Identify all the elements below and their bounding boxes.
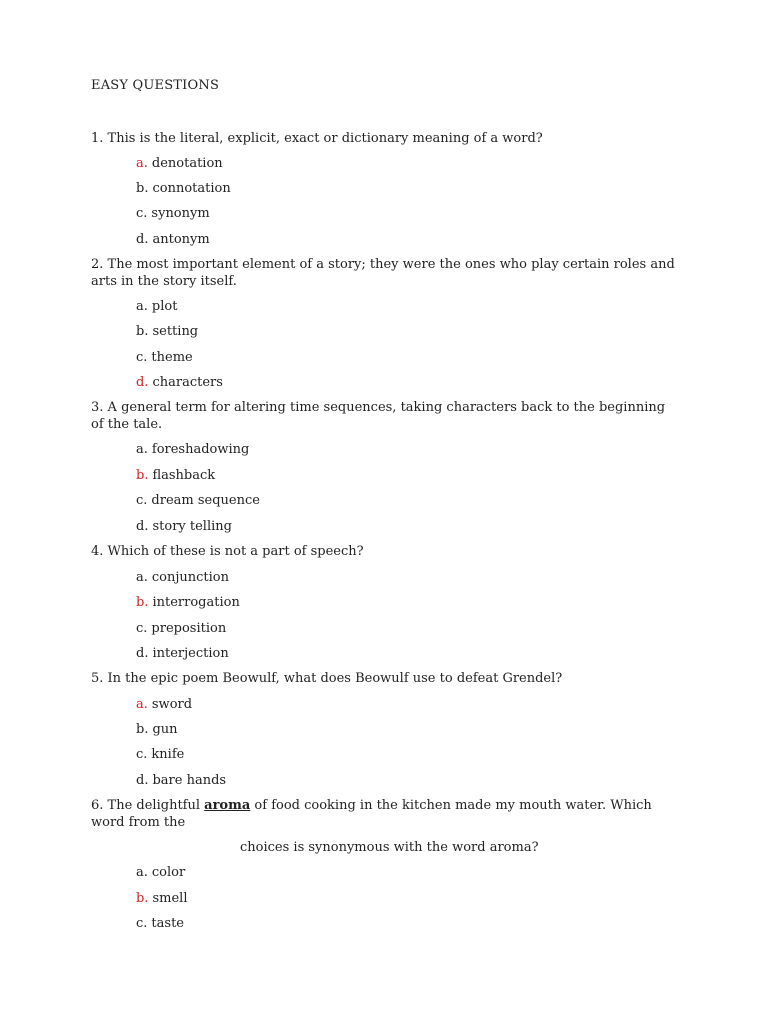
question-text: The most important element of a story; they were the ones who play certain roles and arts in the story itself. [91, 257, 675, 289]
option-letter: b. [136, 722, 149, 737]
option-1c [136, 205, 210, 222]
option-3a [136, 441, 249, 458]
question-text: Which of these is not a part of speech? [107, 544, 364, 559]
option-4c [136, 620, 226, 637]
question-text-after: of food cooking in the kitchen made my mouth water. Which word from the [91, 798, 652, 830]
question-text: This is the literal, explicit, exact or dictionary meaning of a word? [107, 131, 543, 146]
option-text: bare hands [152, 773, 227, 788]
option-letter: d. [136, 375, 149, 390]
option-text: antonym [152, 232, 210, 247]
question-1 [91, 130, 676, 147]
option-letter: d. [136, 646, 149, 661]
option-letter: c. [136, 206, 148, 221]
option-2d [136, 374, 223, 391]
option-text: smell [152, 891, 188, 906]
option-3d [136, 518, 232, 535]
question-5 [91, 670, 676, 687]
option-letter: d. [136, 519, 149, 534]
option-letter: b. [136, 468, 149, 483]
option-text: story telling [152, 519, 232, 534]
question-text-before: The delightful [107, 798, 201, 813]
option-letter: a. [136, 570, 148, 585]
option-6b [136, 890, 187, 907]
question-text: In the epic poem Beowulf, what does Beowulf use to defeat Grendel? [107, 671, 563, 686]
option-4d [136, 645, 229, 662]
option-3b [136, 467, 215, 484]
question-number: 4. [91, 544, 104, 559]
option-4b [136, 594, 240, 611]
option-4a [136, 569, 229, 586]
option-5d [136, 772, 226, 789]
option-letter: b. [136, 181, 149, 196]
option-3c [136, 492, 260, 509]
page-title: EASY QUESTIONS [91, 78, 220, 93]
option-5a [136, 696, 192, 713]
option-6c [136, 915, 184, 932]
option-text: connotation [152, 181, 231, 196]
question-text: A general term for altering time sequences, taking characters back to the beginning of the tale. [91, 400, 666, 432]
option-5c [136, 746, 184, 763]
option-text: plot [151, 299, 178, 314]
option-text: foreshadowing [151, 442, 250, 457]
option-text: preposition [151, 621, 227, 636]
option-letter: a. [136, 442, 148, 457]
option-text: dream sequence [151, 493, 260, 508]
option-text: denotation [151, 156, 223, 171]
option-text: interjection [152, 646, 229, 661]
option-letter: d. [136, 232, 149, 247]
option-letter: a. [136, 299, 148, 314]
option-2c [136, 349, 193, 366]
option-2b [136, 323, 198, 340]
option-text: color [151, 865, 186, 880]
question-6 [91, 797, 676, 831]
option-6a [136, 864, 185, 881]
option-5b [136, 721, 178, 738]
option-text: sword [151, 697, 193, 712]
option-text: setting [152, 324, 199, 339]
option-letter: c. [136, 621, 148, 636]
question-3 [91, 399, 676, 433]
option-letter: c. [136, 350, 148, 365]
question-number: 5. [91, 671, 104, 686]
option-text: taste [151, 916, 184, 931]
option-text: synonym [151, 206, 210, 221]
option-text: interrogation [152, 595, 240, 610]
question-4 [91, 543, 676, 560]
option-letter: c. [136, 916, 148, 931]
option-1a [136, 155, 223, 172]
option-letter: b. [136, 324, 149, 339]
option-1b [136, 180, 231, 197]
option-letter: c. [136, 747, 148, 762]
emphasized-word: aroma [204, 798, 251, 813]
question-number: 6. [91, 798, 104, 813]
option-1d [136, 231, 210, 248]
option-text: characters [152, 375, 223, 390]
question-number: 1. [91, 131, 104, 146]
option-letter: d. [136, 773, 149, 788]
option-letter: a. [136, 697, 148, 712]
option-letter: a. [136, 156, 148, 171]
question-2 [91, 256, 676, 290]
option-letter: a. [136, 865, 148, 880]
question-6-continuation: choices is synonymous with the word aroma? [240, 840, 539, 855]
option-text: conjunction [151, 570, 230, 585]
option-text: flashback [152, 468, 216, 483]
option-letter: b. [136, 891, 149, 906]
option-text: knife [151, 747, 185, 762]
option-text: gun [152, 722, 178, 737]
option-text: theme [151, 350, 193, 365]
question-number: 2. [91, 257, 104, 272]
option-2a [136, 298, 177, 315]
option-letter: c. [136, 493, 148, 508]
option-letter: b. [136, 595, 149, 610]
question-number: 3. [91, 400, 104, 415]
